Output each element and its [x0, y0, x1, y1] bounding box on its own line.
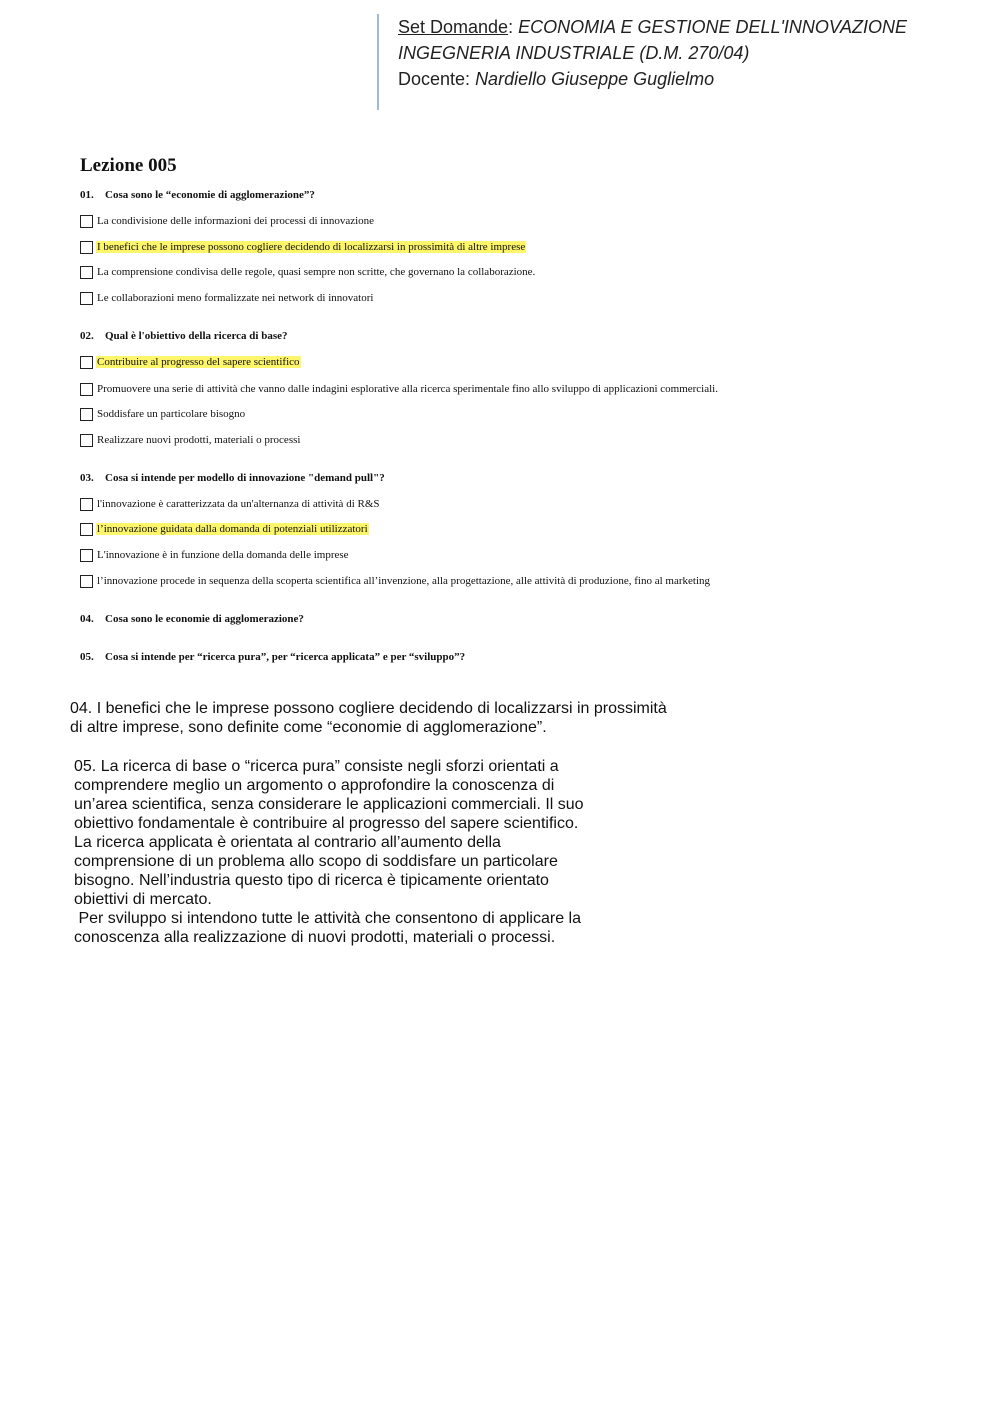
header-degree-row — [398, 40, 998, 66]
question-05 — [80, 651, 465, 663]
question-number: 03. — [80, 472, 94, 484]
option-02-c[interactable] — [80, 406, 246, 422]
question-number: 05. — [80, 651, 94, 663]
course-title: ECONOMIA E GESTIONE DELL'INNOVAZIONE — [518, 17, 907, 37]
lesson-title: Lezione 005 — [80, 155, 177, 176]
checkbox[interactable] — [80, 241, 93, 254]
checkbox[interactable] — [80, 523, 93, 536]
checkbox[interactable] — [80, 408, 93, 421]
question-text: Qual è l'obiettivo della ricerca di base? — [105, 330, 288, 342]
option-03-b[interactable] — [80, 521, 369, 537]
question-text: Cosa sono le economie di agglomerazione? — [105, 613, 304, 625]
answer-line: obiettivi di mercato. — [74, 891, 212, 908]
checkbox[interactable] — [80, 383, 93, 396]
set-separator: : — [508, 17, 514, 37]
question-text: Cosa si intende per modello di innovazione "demand pull"? — [105, 472, 385, 484]
answer-line: comprensione di un problema allo scopo di soddisfare un particolare — [74, 853, 558, 870]
option-text: L'innovazione è in funzione della domanda delle imprese — [97, 549, 349, 561]
checkbox[interactable] — [80, 215, 93, 228]
answer-04 — [70, 699, 667, 737]
option-03-c[interactable] — [80, 547, 350, 563]
option-01-a[interactable] — [80, 213, 375, 229]
checkbox[interactable] — [80, 292, 93, 305]
answer-line: 04. I benefici che le imprese possono cogliere decidendo di localizzarsi in prossimità — [70, 700, 667, 717]
question-03 — [80, 472, 385, 484]
checkbox[interactable] — [80, 498, 93, 511]
answer-line: obiettivo fondamentale è contribuire al progresso del sapere scientifico. — [74, 815, 579, 832]
answer-line: Per sviluppo si intendono tutte le attività che consentono di applicare la — [74, 910, 581, 927]
option-text: La comprensione condivisa delle regole, quasi sempre non scritte, che governano la collaborazione. — [97, 266, 536, 278]
option-02-d[interactable] — [80, 432, 301, 448]
option-text: Realizzare nuovi prodotti, materiali o processi — [97, 434, 301, 446]
option-02-b[interactable] — [80, 381, 719, 397]
checkbox[interactable] — [80, 266, 93, 279]
option-03-d[interactable] — [80, 573, 711, 589]
option-text-highlighted: Contribuire al progresso del sapere scientifico — [97, 356, 300, 368]
question-02 — [80, 330, 288, 342]
option-text: La condivisione delle informazioni dei processi di innovazione — [97, 215, 375, 227]
question-number: 01. — [80, 189, 94, 201]
answer-line: comprendere meglio un argomento o approfondire la conoscenza di — [74, 777, 555, 794]
answer-line: 05. La ricerca di base o “ricerca pura” consiste negli sforzi orientati a — [74, 758, 559, 775]
question-number: 02. — [80, 330, 94, 342]
option-03-a[interactable] — [80, 496, 381, 512]
set-label: Set Domande — [398, 17, 509, 37]
option-01-d[interactable] — [80, 290, 374, 306]
document-header — [377, 14, 998, 110]
teacher-name: Nardiello Giuseppe Guglielmo — [475, 69, 715, 89]
option-text-highlighted: l’innovazione guidata dalla domanda di potenziali utilizzatori — [97, 523, 368, 535]
question-04 — [80, 613, 304, 625]
question-text: Cosa si intende per “ricerca pura”, per “ricerca applicata” e per “sviluppo”? — [105, 651, 466, 663]
answer-line: La ricerca applicata è orientata al contrario all’aumento della — [74, 834, 501, 851]
option-02-a[interactable] — [80, 354, 301, 370]
option-text: Le collaborazioni meno formalizzate nei network di innovatori — [97, 292, 374, 304]
option-text: l'innovazione è caratterizzata da un'alternanza di attività di R&S — [97, 498, 380, 510]
option-text: Soddisfare un particolare bisogno — [97, 408, 246, 420]
degree-title: INGEGNERIA INDUSTRIALE (D.M. 270/04) — [398, 43, 750, 63]
question-01 — [80, 189, 315, 201]
answer-line: di altre imprese, sono definite come “economie di agglomerazione”. — [70, 719, 547, 736]
header-teacher-row — [398, 66, 998, 92]
option-text-highlighted: I benefici che le imprese possono cogliere decidendo di localizzarsi in prossimità di altre imprese — [97, 241, 526, 253]
question-text: Cosa sono le “economie di agglomerazione”? — [105, 189, 315, 201]
option-01-b[interactable] — [80, 239, 526, 255]
checkbox[interactable] — [80, 549, 93, 562]
question-number: 04. — [80, 613, 94, 625]
answer-05 — [74, 757, 584, 947]
option-text: Promuovere una serie di attività che vanno dalle indagini esplorative alla ricerca sperimentale fino allo sviluppo di applicazioni commerciali. — [97, 383, 718, 395]
answer-line: bisogno. Nell’industria questo tipo di ricerca è tipicamente orientato — [74, 872, 549, 889]
checkbox[interactable] — [80, 575, 93, 588]
option-01-c[interactable] — [80, 264, 536, 280]
checkbox[interactable] — [80, 434, 93, 447]
answer-line: un’area scientifica, senza considerare le applicazioni commerciali. Il suo — [74, 796, 584, 813]
answer-line: conoscenza alla realizzazione di nuovi prodotti, materiali o processi. — [74, 929, 556, 946]
header-set-row — [398, 14, 998, 40]
teacher-label: Docente: — [398, 69, 471, 89]
checkbox[interactable] — [80, 356, 93, 369]
option-text: l’innovazione procede in sequenza della scoperta scientifica all’invenzione, alla progettazione, alle attività di produzione, fino al marketing — [97, 575, 710, 587]
